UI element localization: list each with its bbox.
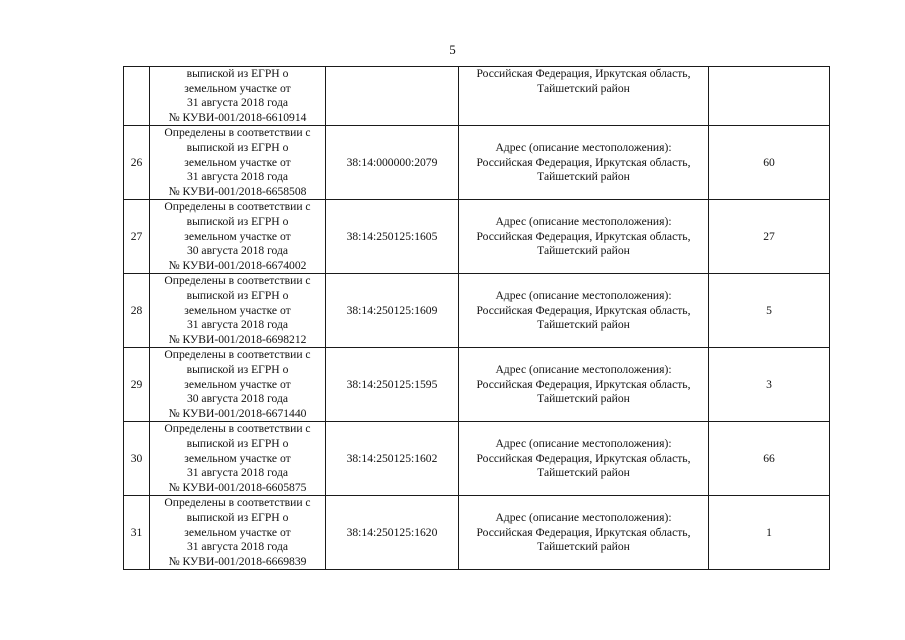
cadastral-number-cell: 38:14:250125:1620 [326,496,459,570]
address-line: Российская Федерация, Иркутская область, [476,451,691,465]
basis-line: земельном участке от [184,81,291,95]
page-number: 5 [449,42,456,57]
table-row-continued [124,67,830,126]
cadastral-number-cell: 38:14:250125:1602 [326,422,459,496]
basis-cell [150,126,326,200]
basis-line: земельном участке от [184,377,291,391]
basis-line: выпиской из ЕГРН о [186,67,289,80]
basis-cell [150,496,326,570]
address-line: Адрес (описание местоположения): [495,362,672,376]
row-number-cell: 30 [124,422,150,496]
address-line: Адрес (описание местоположения): [495,214,672,228]
basis-line: № КУВИ-001/2018-6669839 [168,554,307,568]
address-cell [459,126,709,200]
row-number-cell: 29 [124,348,150,422]
address-line: Тайшетский район [537,81,630,95]
address-cell [459,67,709,126]
basis-line: Определены в соответствии с [164,422,311,436]
basis-line: № КУВИ-001/2018-6698212 [168,332,307,346]
table-row [124,126,830,200]
basis-line: выпиской из ЕГРН о [186,140,289,154]
area-cell: 1 [709,496,830,570]
basis-line: земельном участке от [184,525,291,539]
basis-cell [150,422,326,496]
address-line: Российская Федерация, Иркутская область, [476,525,691,539]
row-number-cell: 28 [124,274,150,348]
address-line: Адрес (описание местоположения): [495,510,672,524]
row-number-cell [124,67,150,126]
address-line: Российская Федерация, Иркутская область, [476,229,691,243]
address-line: Тайшетский район [537,318,630,332]
row-number-cell: 26 [124,126,150,200]
land-plot-table [123,66,830,570]
basis-line: 30 августа 2018 года [186,244,289,258]
address-cell [459,200,709,274]
cadastral-number-cell [326,67,459,126]
basis-cell [150,348,326,422]
address-line: Адрес (описание местоположения): [495,288,672,302]
basis-line: Определены в соответствии с [164,126,311,140]
area-cell: 3 [709,348,830,422]
address-line: Тайшетский район [537,466,630,480]
basis-line: 31 августа 2018 года [186,170,289,184]
address-line: Тайшетский район [537,392,630,406]
row-number-cell: 27 [124,200,150,274]
basis-line: выпиской из ЕГРН о [186,436,289,450]
table-row [124,200,830,274]
basis-line: № КУВИ-001/2018-6658508 [168,184,307,198]
address-line: Российская Федерация, Иркутская область, [476,377,691,391]
address-cell [459,496,709,570]
basis-line: 31 августа 2018 года [186,540,289,554]
basis-cell [150,274,326,348]
address-line: Российская Федерация, Иркутская область, [476,155,691,169]
address-cell [459,348,709,422]
address-cell [459,274,709,348]
basis-line: выпиской из ЕГРН о [186,510,289,524]
basis-cell [150,67,326,126]
basis-line: 30 августа 2018 года [186,392,289,406]
basis-line: 31 августа 2018 года [186,466,289,480]
basis-line: № КУВИ-001/2018-6671440 [168,406,307,420]
row-number-cell: 31 [124,496,150,570]
basis-line: 31 августа 2018 года [186,318,289,332]
basis-line: Определены в соответствии с [164,348,311,362]
address-line: Тайшетский район [537,170,630,184]
address-line: Тайшетский район [537,540,630,554]
table-row [124,348,830,422]
table-row [124,422,830,496]
basis-line: выпиской из ЕГРН о [186,214,289,228]
address-line: Адрес (описание местоположения): [495,436,672,450]
address-line: Тайшетский район [537,244,630,258]
basis-line: земельном участке от [184,155,291,169]
address-line: Российская Федерация, Иркутская область, [476,303,691,317]
area-cell: 66 [709,422,830,496]
area-cell: 5 [709,274,830,348]
basis-line: № КУВИ-001/2018-6605875 [168,480,307,494]
basis-line: № КУВИ-001/2018-6610914 [168,110,307,124]
basis-line: выпиской из ЕГРН о [186,288,289,302]
basis-line: земельном участке от [184,451,291,465]
address-cell [459,422,709,496]
basis-cell [150,200,326,274]
address-line: Адрес (описание местоположения): [495,140,672,154]
basis-line: выпиской из ЕГРН о [186,362,289,376]
area-cell: 60 [709,126,830,200]
cadastral-number-cell: 38:14:000000:2079 [326,126,459,200]
table-row [124,496,830,570]
basis-line: Определены в соответствии с [164,200,311,214]
area-cell [709,67,830,126]
cadastral-number-cell: 38:14:250125:1595 [326,348,459,422]
basis-line: земельном участке от [184,229,291,243]
address-line: Российская Федерация, Иркутская область, [476,67,691,80]
area-cell: 27 [709,200,830,274]
basis-line: Определены в соответствии с [164,496,311,510]
basis-line: земельном участке от [184,303,291,317]
cadastral-number-cell: 38:14:250125:1609 [326,274,459,348]
basis-line: Определены в соответствии с [164,274,311,288]
cadastral-number-cell: 38:14:250125:1605 [326,200,459,274]
basis-line: № КУВИ-001/2018-6674002 [168,258,307,272]
basis-line: 31 августа 2018 года [186,96,289,110]
table-row [124,274,830,348]
